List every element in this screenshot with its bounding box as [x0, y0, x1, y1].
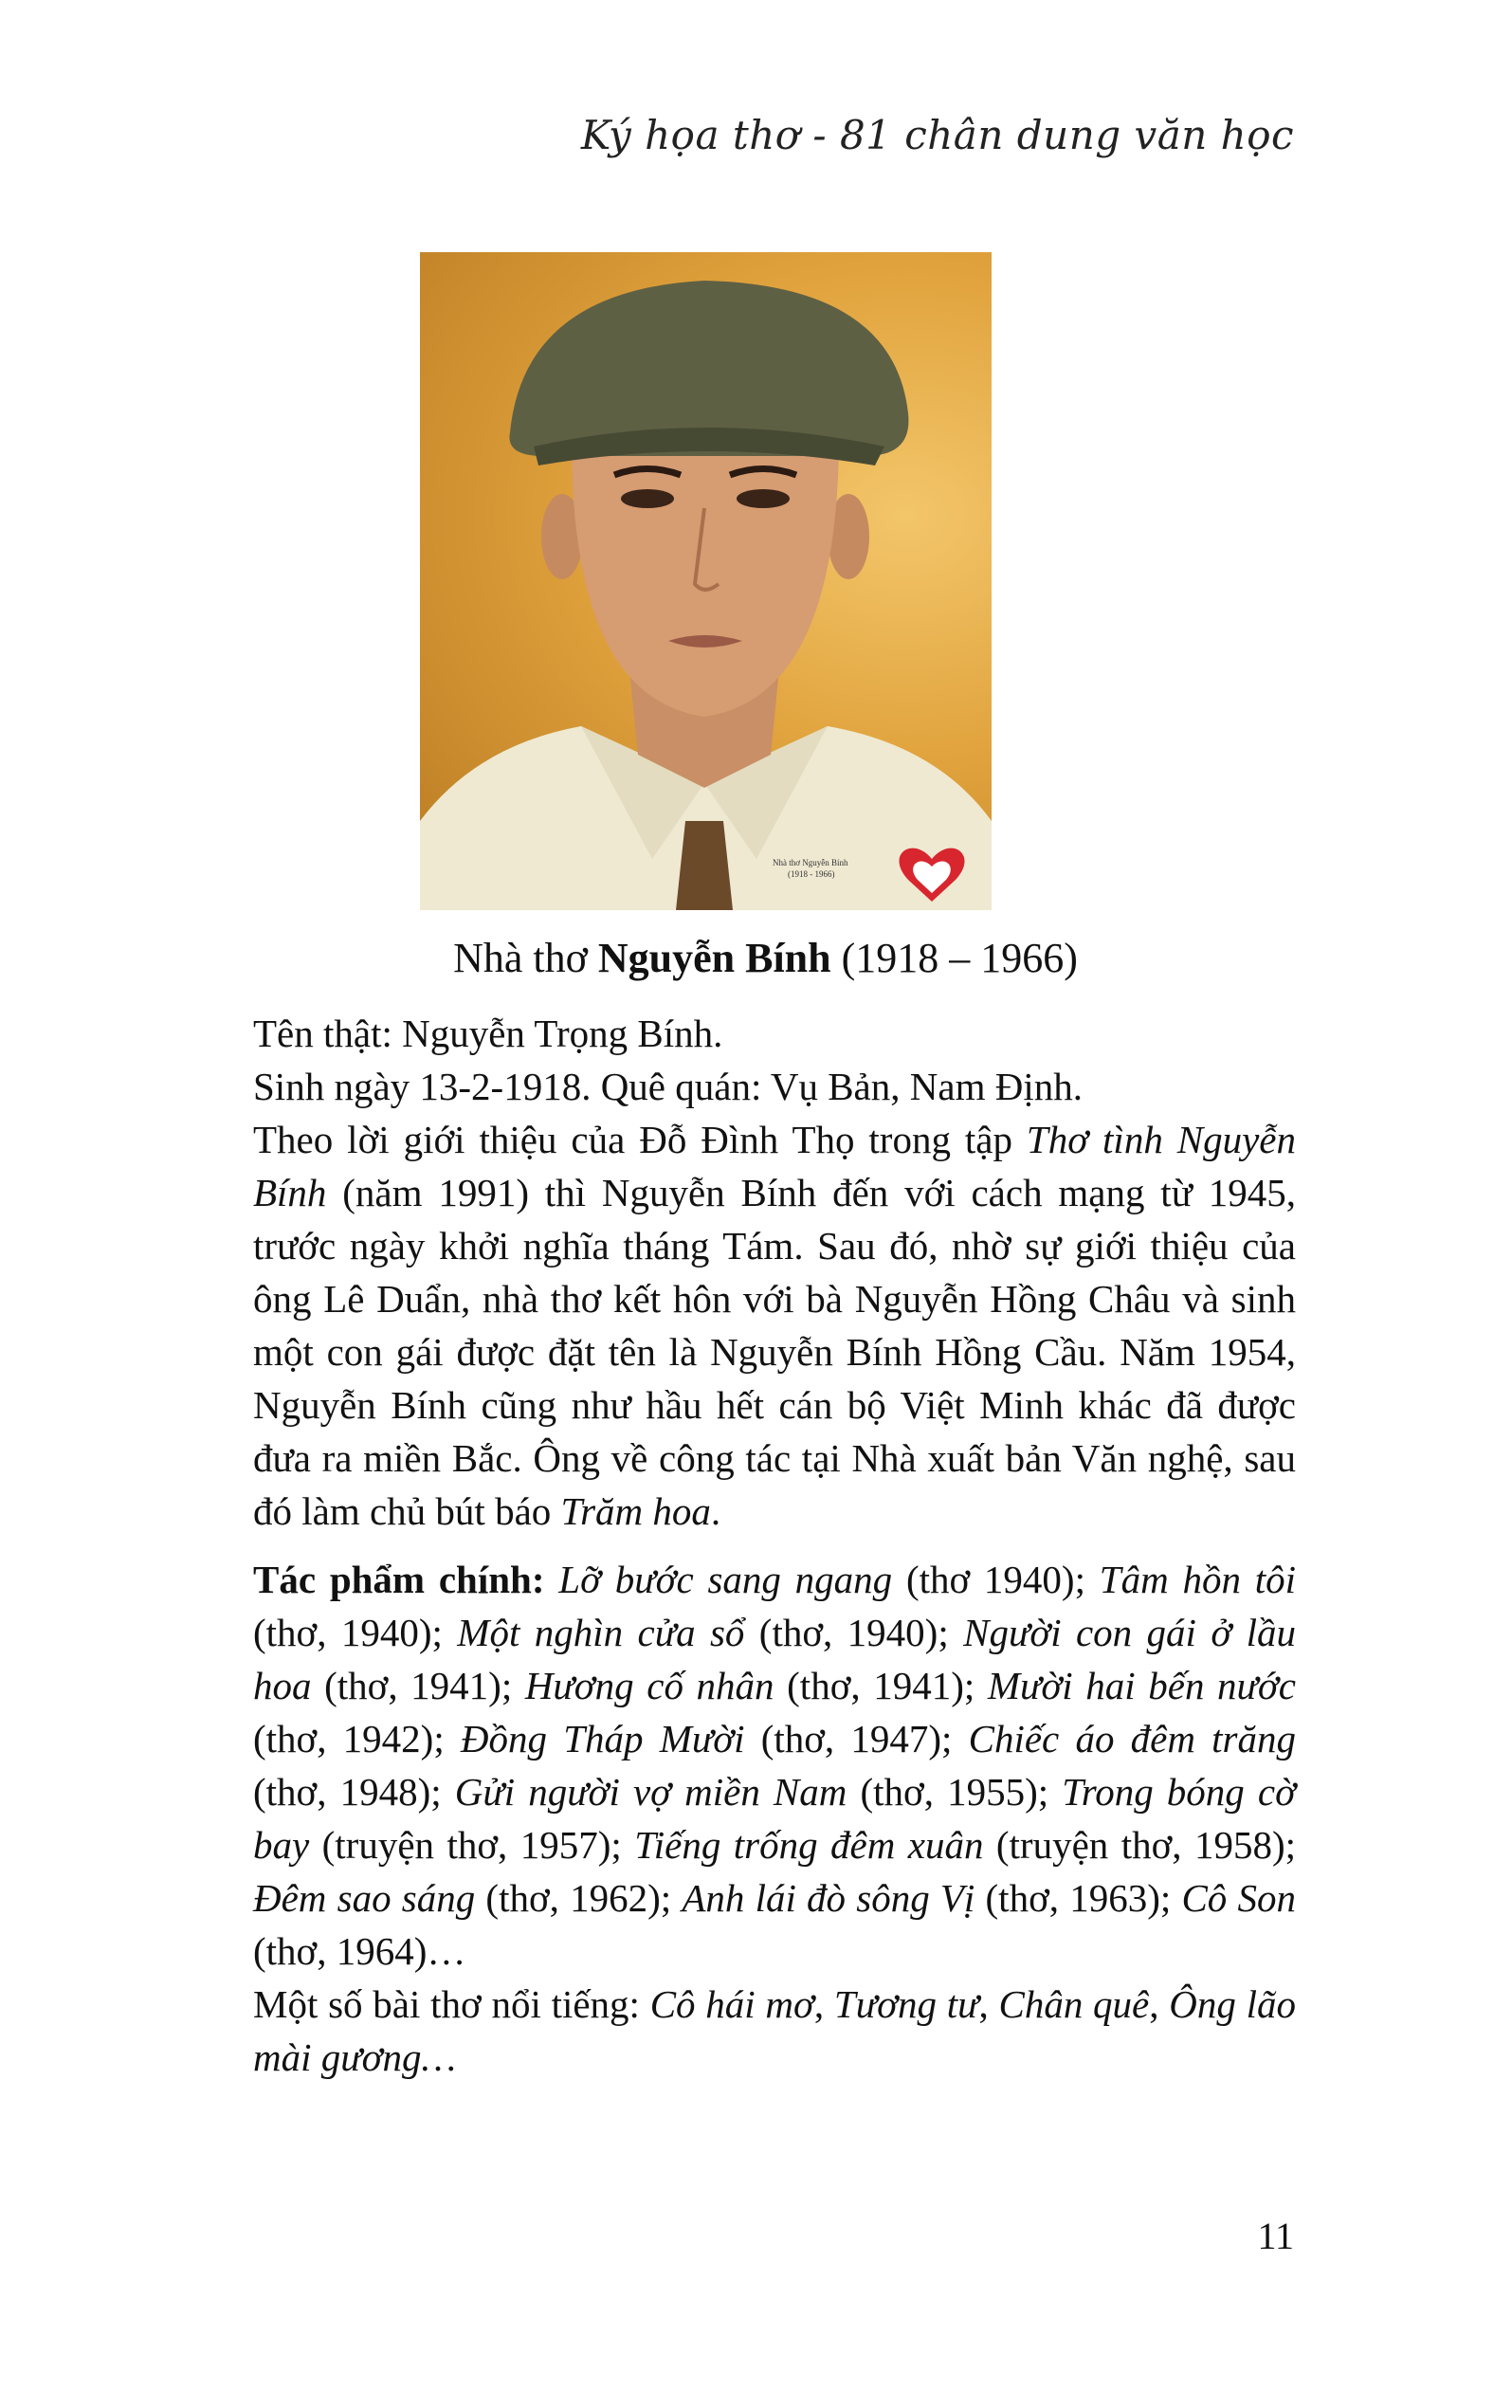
work-title: Đêm sao sáng — [253, 1876, 476, 1920]
work-title: Hương cố nhân — [524, 1664, 774, 1707]
work-note: (thơ, 1941); — [311, 1664, 525, 1707]
poet-name: Nguyễn Bính — [597, 935, 831, 981]
work-title: Một nghìn cửa sổ — [457, 1611, 745, 1654]
poem-title: Ông lão mài gương… — [253, 1982, 1297, 2079]
works-label: Tác phẩm chính: — [253, 1558, 545, 1601]
work-title: Chiếc áo đêm trăng — [968, 1717, 1296, 1760]
work-title: Người con gái ở lầu hoa — [253, 1611, 1296, 1707]
portrait-illustration — [420, 252, 992, 910]
running-header: Ký họa thơ - 81 chân dung văn học — [580, 112, 1294, 158]
work-note: (truyện thơ, 1957); — [309, 1823, 635, 1867]
work-note: (thơ, 1964)… — [253, 1929, 466, 1973]
intro-paragraph: Theo lời giới thiệu của Đỗ Đình Thọ trong tập Thơ tình Nguyễn Bính (năm 1991) thì Nguyễn Bính đến với cách mạng từ 1945, trước ngày khởi nghĩa tháng Tám. Sau đó, nhờ sự giới thiệu của ông Lê Duẩn, nhà thơ kết hôn với bà Nguyễn Hồng Châu và sinh một con gái được đặt tên là Nguyễn Bính Hồng Cầu. Năm 1954, Nguyễn Bính cũng như hầu hết cán bộ Việt Minh khác đã được đưa ra miền Bắc. Ông về công tác tại Nhà xuất bản Văn nghệ, sau đó làm chủ bút báo Trăm hoa. — [253, 1118, 1296, 1533]
work-note: (thơ, 1942); — [253, 1717, 461, 1760]
poem-title: Chân quê — [998, 1982, 1150, 2026]
poem-title: Tương tư — [833, 1982, 979, 2026]
work-note: (thơ, 1940); — [744, 1611, 964, 1654]
poem-title: Cô hái mơ — [649, 1982, 814, 2026]
poet-years: (1918 – 1966) — [830, 935, 1078, 981]
birth-line: Sinh ngày 13-2-1918. Quê quán: Vụ Bản, Nam Định. — [253, 1065, 1083, 1108]
work-title: Trong bóng cờ bay — [253, 1770, 1296, 1867]
works-paragraph — [253, 1553, 1296, 1978]
work-note: (thơ 1940); — [892, 1558, 1100, 1601]
work-note: (thơ, 1948); — [253, 1770, 455, 1814]
work-note: (thơ, 1963); — [975, 1876, 1182, 1920]
page-number: 11 — [1257, 2215, 1294, 2257]
work-title: Tiếng trống đêm xuân — [634, 1823, 984, 1867]
work-note: (truyện thơ, 1958); — [983, 1823, 1296, 1867]
work-note: (thơ, 1962); — [475, 1876, 683, 1920]
work-note: (thơ, 1941); — [774, 1664, 988, 1707]
famous-label: Một số bài thơ nổi tiếng: — [253, 1982, 650, 2026]
caption-prefix: Nhà thơ — [453, 935, 598, 981]
work-title: Đồng Tháp Mười — [460, 1717, 745, 1760]
work-title: Gửi người vợ miền Nam — [454, 1770, 847, 1814]
work-title: Anh lái đò sông Vị — [682, 1876, 975, 1920]
work-note: (thơ, 1955); — [847, 1770, 1063, 1814]
work-note: (thơ, 1940); — [253, 1611, 458, 1654]
work-note: (thơ, 1947); — [744, 1717, 969, 1760]
newspaper-title: Trăm hoa — [560, 1489, 711, 1533]
real-name-line: Tên thật: Nguyễn Trọng Bính. — [253, 1012, 723, 1055]
portrait-caption — [0, 934, 1512, 982]
inset-caption-line2: (1918 - 1966) — [788, 869, 835, 879]
inset-caption-line1: Nhà thơ Nguyễn Bính — [773, 858, 848, 867]
book-title: Thơ tình Nguyễn Bính — [253, 1118, 1296, 1214]
biography — [253, 1007, 1296, 2084]
work-title: Lỡ bước sang ngang — [558, 1558, 893, 1601]
work-title: Cô Son — [1181, 1876, 1296, 1920]
famous-poems: Một số bài thơ nổi tiếng: Cô hái mơ, Tương tư, Chân quê, Ông lão mài gương… — [253, 1982, 1297, 2079]
work-title: Mười hai bến nước — [987, 1664, 1296, 1707]
work-title: Tâm hồn tôi — [1099, 1558, 1296, 1601]
author-portrait — [420, 252, 992, 910]
